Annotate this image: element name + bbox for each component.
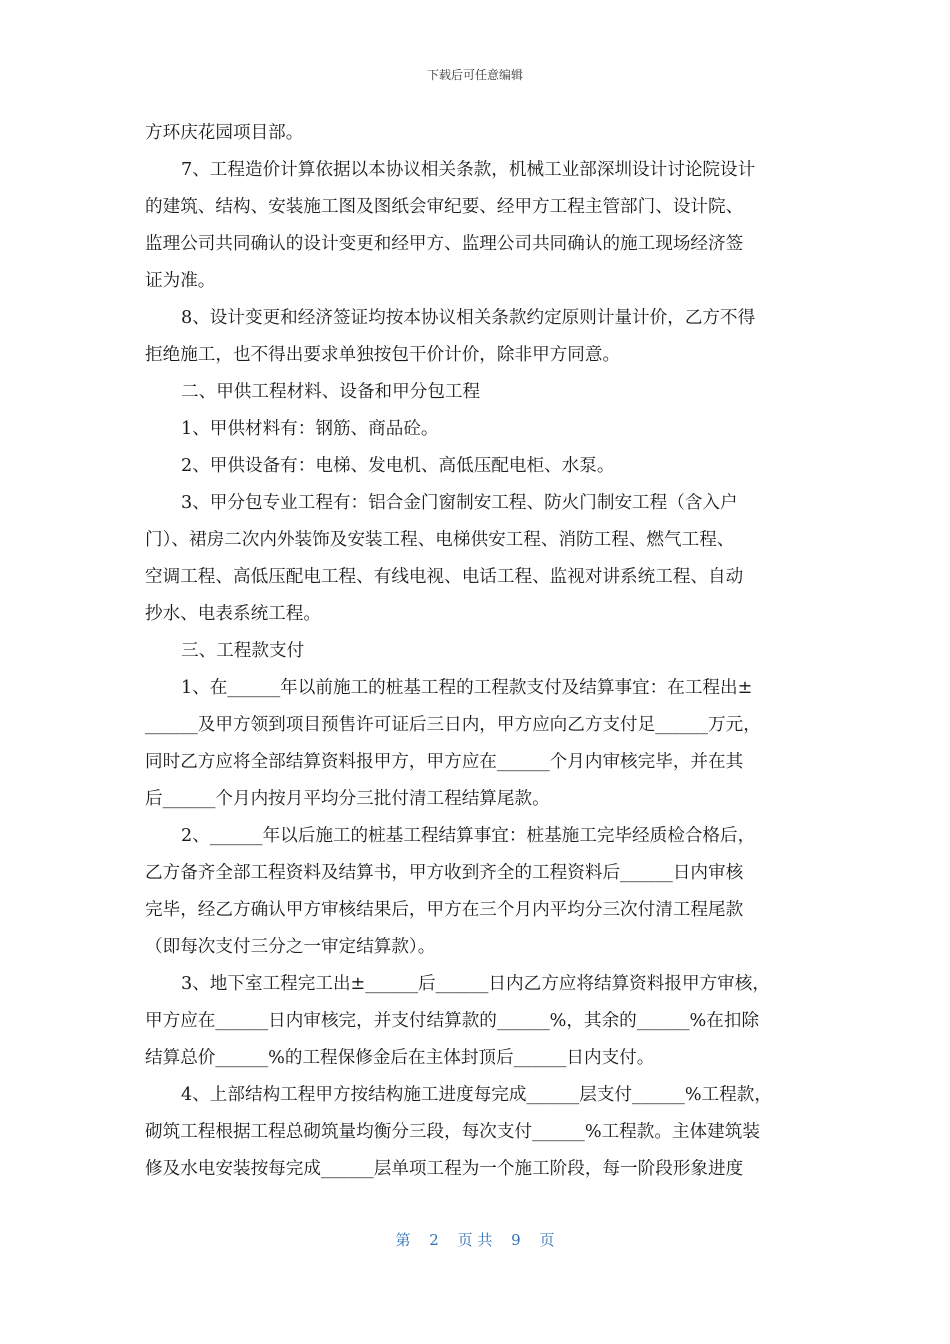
text-line: 8、设计变更和经济签证均按本协议相关条款约定原则计量计价，乙方不得: [181, 308, 756, 328]
text-line: 3、地下室工程完工出±______后______日内乙方应将结算资料报甲方审核，: [181, 974, 770, 994]
text-line: 后______个月内按月平均分三批付清工程结算尾款。: [145, 789, 550, 809]
section-heading: 三、工程款支付: [181, 641, 305, 661]
page-footer: [0, 1229, 950, 1250]
section-heading: 二、甲供工程材料、设备和甲分包工程: [181, 382, 481, 402]
text-line: 乙方备齐全部工程资料及结算书，甲方收到齐全的工程资料后______日内审核: [145, 863, 744, 883]
text-line: 证为准。: [145, 271, 216, 291]
text-line: （即每次支付三分之一审定结算款）。: [145, 937, 436, 957]
text-line: 4、上部结构工程甲方按结构施工进度每完成______层支付______%工程款，: [181, 1085, 772, 1105]
text-line: 3、甲分包专业工程有：铝合金门窗制安工程、防火门制安工程（含入户: [181, 493, 738, 513]
page-of-label: 页 共: [457, 1231, 493, 1249]
text-line: 2、______年以后施工的桩基工程结算事宜：桩基施工完毕经质检合格后，: [181, 826, 756, 846]
current-page-number: 2: [429, 1231, 439, 1249]
text-line: 监理公司共同确认的设计变更和经甲方、监理公司共同确认的施工现场经济签: [145, 234, 744, 254]
text-line: 同时乙方应将全部结算资料报甲方，甲方应在______个月内审核完毕，并在其: [145, 752, 744, 772]
page-label: 第: [395, 1231, 411, 1249]
text-line: 砌筑工程根据工程总砌筑量均衡分三段，每次支付______%工程款。主体建筑装: [145, 1122, 760, 1142]
total-pages-number: 9: [511, 1231, 521, 1249]
text-line: 抄水、电表系统工程。: [145, 604, 321, 624]
text-line: 门）、裙房二次内外装饰及安装工程、电梯供安工程、消防工程、燃气工程、: [145, 530, 735, 550]
text-line: 结算总价______%的工程保修金后在主体封顶后______日内支付。: [145, 1048, 655, 1068]
text-line: 7、工程造价计算依据以本协议相关条款，机械工业部深圳设计讨论院设计: [181, 160, 756, 180]
text-line: 方环庆花园项目部。: [145, 123, 304, 143]
text-line: 拒绝施工，也不得出要求单独按包干价计价，除非甲方同意。: [145, 345, 621, 365]
text-line: ______及甲方领到项目预售许可证后三日内，甲方应向乙方支付足______万元，: [145, 715, 761, 735]
text-line: 修及水电安装按每完成______层单项工程为一个施工阶段，每一阶段形象进度: [145, 1159, 744, 1179]
document-body: [145, 115, 807, 1188]
text-line: 2、甲供设备有：电梯、发电机、高低压配电柜、水泵。: [181, 456, 615, 476]
text-line: 完毕，经乙方确认甲方审核结果后，甲方在三个月内平均分三次付清工程尾款: [145, 900, 744, 920]
text-line: 1、在______年以前施工的桩基工程的工程款支付及结算事宜：在工程出±: [181, 678, 753, 698]
text-line: 的建筑、结构、安装施工图及图纸会审纪要、经甲方工程主管部门、设计院、: [145, 197, 744, 217]
text-line: 甲方应在______日内审核完，并支付结算款的______%，其余的______%在扣除: [145, 1011, 760, 1031]
page-header: 下载后可任意编辑: [426, 68, 523, 82]
text-line: 空调工程、高低压配电工程、有线电视、电话工程、监视对讲系统工程、自动: [145, 567, 744, 587]
text-line: 1、甲供材料有：钢筋、商品砼。: [181, 419, 439, 439]
page-end-label: 页: [539, 1231, 555, 1249]
